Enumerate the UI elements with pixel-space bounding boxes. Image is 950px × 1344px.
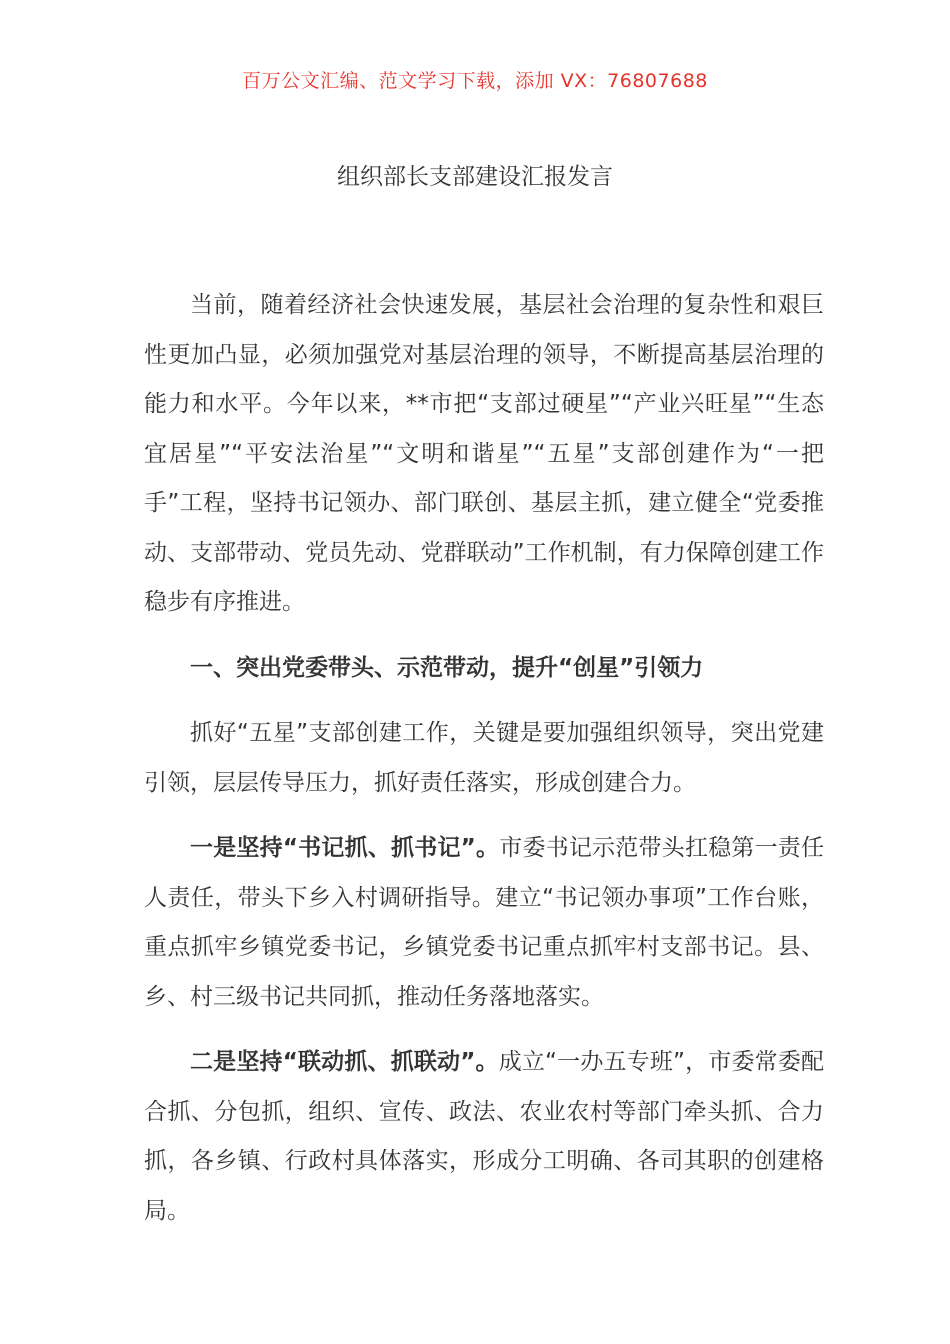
section-1-heading: 一、突出党委带头、示范带动，提升“创星”引领力 [190, 654, 704, 681]
point-1-text: 市委书记示范带头扛稳第一责任人责任，带头下乡入村调研指导。建立“书记领办事项”工作台账，重点抓牢乡镇党委书记，乡镇党委书记重点抓牢村支部书记。县、乡、村三级书记共同抓，推动任务落地落实。 [144, 835, 825, 1010]
point-1-lead: 一是坚持“书记抓、抓书记”。 [190, 835, 500, 861]
header-watermark-note: 百万公文汇编、范文学习下载，添加 VX：76807688 [242, 70, 708, 92]
point-2-paragraph [144, 1038, 824, 1236]
intro-paragraph: 当前，随着经济社会快速发展，基层社会治理的复杂性和艰巨性更加凸显，必须加强党对基层治理的领导，不断提高基层治理的能力和水平。今年以来，**市把“支部过硬星”“产业兴旺星”“生态宜居星”“平安法治星”“文明和谐星”“五星”支部创建作为“一把手”工程，坚持书记领办、部门联创、基层主抓，建立健全“党委推动、支部带动、党员先动、党群联动”工作机制，有力保障创建工作稳步有序推进。 [144, 292, 824, 615]
point-2-text: 成立“一办五专班”，市委常委配合抓、分包抓，组织、宣传、政法、农业农村等部门牵头抓、合力抓，各乡镇、行政村具体落实，形成分工明确、各司其职的创建格局。 [144, 1049, 824, 1224]
section-1-paragraph: 抓好“五星”支部创建工作，关键是要加强组织领导，突出党建引领，层层传导压力，抓好责任落实，形成创建合力。 [144, 720, 824, 796]
point-2-lead: 二是坚持“联动抓、抓联动”。 [190, 1049, 499, 1075]
point-1-paragraph [144, 824, 824, 1022]
document-title: 组织部长支部建设汇报发言 [337, 164, 613, 190]
document-body [144, 281, 824, 1252]
